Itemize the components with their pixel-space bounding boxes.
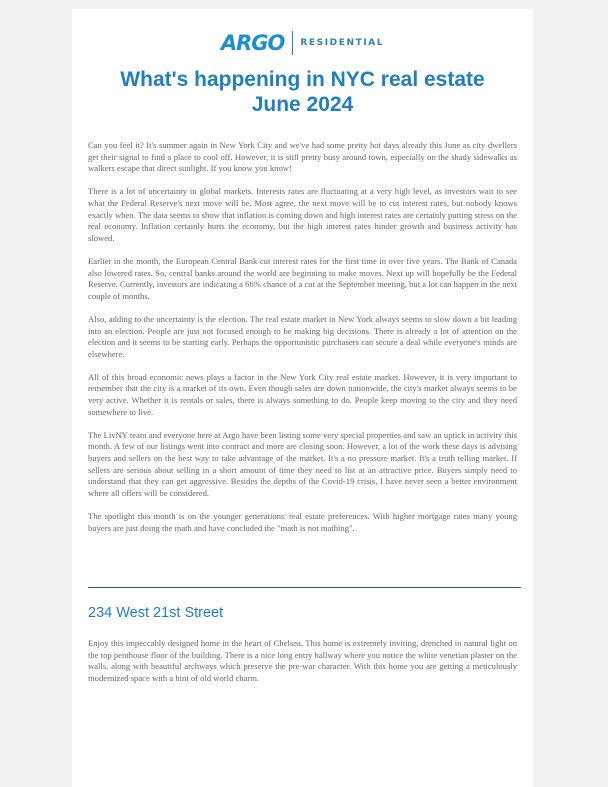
- newsletter-title: [72, 67, 533, 117]
- listing-address-heading: 234 West 21st Street: [88, 605, 224, 621]
- newsletter-body: [88, 140, 517, 546]
- body-paragraph: The LivNY team and everyone here at Argo have been listing some very special properties and saw an uptick in activity this month. A few of our listings went into contract and more are closing soon. However, a lot of the work these days is advising buyers and sellers on the best way to take advantage of the market. It's a no pressure market. It's a truth telling market. If sellers are serious about selling in a short amount of time they need to list at an attractive price. Buyers simply need to understand that they can get aggressive. Besides the depths of the Covid-19 crisis, I have never seen a better environment where all offers will be considered.: [88, 429, 517, 498]
- section-divider: [88, 587, 521, 588]
- newsletter-title-line1: What's happening in NYC real estate: [120, 68, 485, 91]
- newsletter-title-line2: June 2024: [251, 93, 354, 116]
- body-paragraph: The spotlight this month is on the younger generations' real estate preferences. With higher mortgage rates many young buyers are just doing the math and have concluded the "math is not mathing".: [88, 511, 517, 533]
- newsletter-sheet: [72, 9, 533, 787]
- body-paragraph: There is a lot of uncertainty in global markets. Interests rates are fluctuating at a very high level, as investors wait to see what the Federal Reserve's next move will be. Most agree, the next move will be to cut interest rates, but nobody knows exactly when. The data seems to show that inflation is coming down and high interest rates are certainly putting stress on the real economy. Inflation certainly hurts the economy, but the high interest rates hinder growth and business activity has slowed.: [88, 186, 517, 243]
- brand-logo-wordmark: ARGO: [220, 30, 285, 55]
- brand-logo[interactable]: [72, 26, 533, 60]
- listing-section: [88, 638, 517, 696]
- body-paragraph: All of this broad economic news plays a factor in the New York City real estate market. However, it is very important to remember that the city is a market of its own. Even though sales are down nationwide, the city's market always seems to be very active. Whether it is rentals or sales, there is always something to do. People keep moving to the city and they need somewhere to live.: [88, 371, 517, 417]
- body-paragraph: Earlier in the month, the European Central Bank cut interest rates for the first time in over five years. The Bank of Canada also lowered rates. So, central banks around the world are beginning to make moves. Next up will hopefully be the Federal Reserve. Currently, investors are indicating a 66% chance of a cut at the September meeting, but a lot can happen in the next couple of months.: [88, 255, 517, 301]
- brand-logo-divider: [292, 31, 293, 55]
- body-paragraph: Can you feel it? It's summer again in New York City and we've had some pretty hot days already this June as city dwellers get their signal to find a place to cool off. However, it is still pretty busy around town, especially on the shady sidewalks as walkers escape that direct sunlight. If you know you know!: [88, 140, 517, 174]
- listing-description: Enjoy this impeccably designed home in the heart of Chelsea. This home is extremely inviting, drenched in natural light on the top penthouse floor of the building. There is a nice long entry hallway where you notice the white venetian plaster on the walls, along with beautiful archways which preserve the pre-war character. With this home you are getting a meticulously modernized space with a hint of old world charm.: [88, 638, 517, 683]
- brand-logo-tagline: RESIDENTIAL: [300, 37, 385, 48]
- body-paragraph: Also, adding to the uncertainty is the election. The real estate market in New York always seems to slow down a bit leading into an election. People are just not focused enough to be making big decisions. There is already a lot of attention on the election and it seems to be starting early. Perhaps the opportunistic purchasers can secure a deal while everyone's minds are elsewhere.: [88, 313, 517, 359]
